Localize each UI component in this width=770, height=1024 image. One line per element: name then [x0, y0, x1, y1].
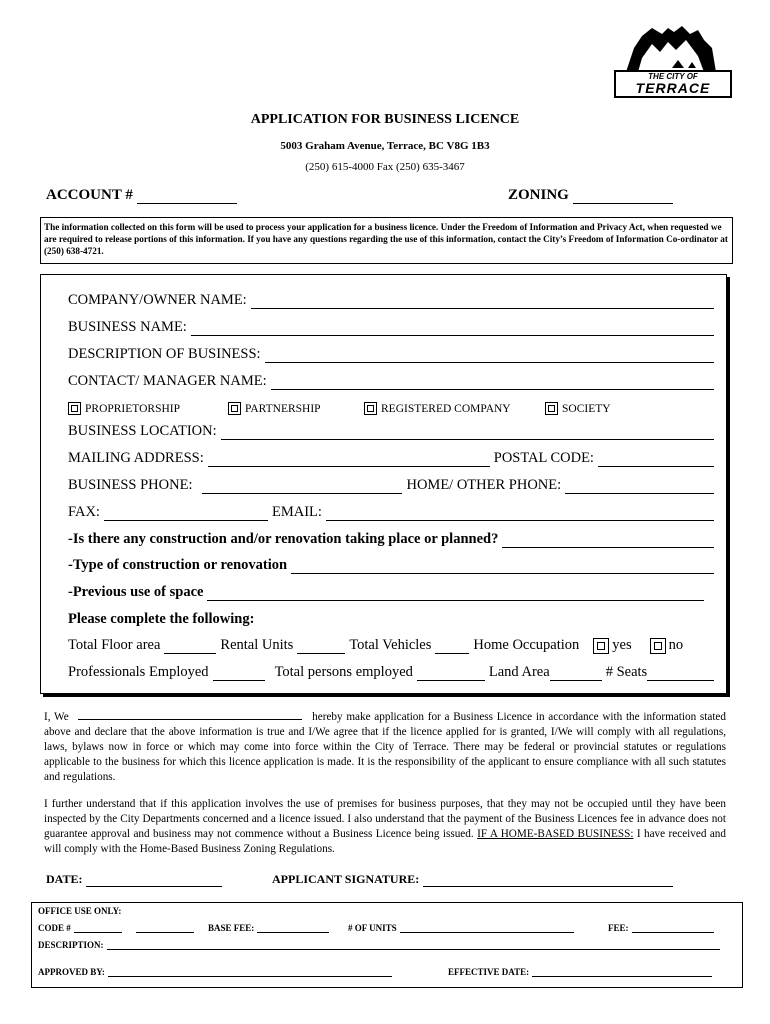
phone-fax: (250) 615-4000 Fax (250) 635-3467: [305, 161, 465, 173]
business-phone-label: BUSINESS PHONE:: [68, 477, 193, 493]
understanding-text: I further understand that if this application involves the use of premises for business purposes, that they may not be occupied until they have been inspected by the City Departments concerned and a licence issued. I also understand that the payment of the Business Licences fee in advance does not guarantee approval and business may not commence without a Business Licence being issued.: [44, 798, 726, 840]
professionals-input[interactable]: [213, 666, 265, 681]
company-owner-row[interactable]: [68, 292, 714, 309]
date-field[interactable]: [46, 872, 222, 887]
units-field[interactable]: [348, 923, 574, 933]
rental-units-label: Rental Units: [220, 637, 294, 653]
units-label: # OF UNITS: [348, 923, 397, 933]
mailing-address-label: MAILING ADDRESS:: [68, 450, 204, 466]
description-row[interactable]: [68, 346, 714, 363]
type-construction-label: -Type of construction or renovation: [68, 557, 288, 573]
type-construction-row[interactable]: [68, 557, 714, 574]
postal-code-input[interactable]: [598, 452, 714, 467]
account-label: ACCOUNT #: [46, 187, 133, 203]
previous-use-input[interactable]: [207, 586, 704, 601]
email-input[interactable]: [326, 506, 714, 521]
email-label: EMAIL:: [271, 504, 322, 520]
professionals-label: Professionals Employed: [68, 664, 209, 680]
business-phone-input[interactable]: [202, 479, 402, 494]
office-heading: OFFICE USE ONLY:: [38, 906, 122, 916]
fax-input[interactable]: [104, 506, 268, 521]
office-description-label: DESCRIPTION:: [38, 940, 104, 950]
mountain-logo-icon: [612, 18, 730, 74]
zoning-input[interactable]: [573, 189, 673, 204]
mailing-address-input[interactable]: [208, 452, 490, 467]
seats-label: # Seats: [605, 664, 648, 680]
business-name-row[interactable]: [68, 319, 714, 336]
office-use-box: [31, 902, 743, 988]
complete-following: [68, 611, 714, 628]
company-owner-label: COMPANY/OWNER NAME:: [68, 292, 247, 308]
fee-field[interactable]: [608, 923, 714, 933]
home-phone-input[interactable]: [565, 479, 714, 494]
type-construction-input[interactable]: [291, 559, 714, 574]
checkbox-icon[interactable]: [68, 402, 81, 415]
approved-field[interactable]: [38, 967, 392, 977]
vehicles-input[interactable]: [435, 639, 469, 654]
business-location-input[interactable]: [221, 425, 714, 440]
account-field[interactable]: [46, 187, 237, 204]
logo-label: [614, 70, 732, 98]
persons-label: Total persons employed: [274, 664, 413, 680]
previous-use-label: -Previous use of space: [68, 584, 204, 600]
stats-row-2[interactable]: [68, 664, 714, 681]
signature-label: APPLICANT SIGNATURE:: [272, 872, 420, 886]
declarant-name-input[interactable]: [78, 709, 302, 720]
date-input[interactable]: [86, 875, 222, 887]
type-label: PROPRIETORSHIP: [85, 402, 181, 415]
effective-date-label: EFFECTIVE DATE:: [448, 967, 530, 977]
fax-email-row[interactable]: [68, 504, 714, 521]
stats-row-1[interactable]: [68, 637, 714, 654]
vehicles-label: Total Vehicles: [349, 637, 432, 653]
type-label: PARTNERSHIP: [245, 402, 321, 415]
understanding-paragraph: [44, 797, 726, 857]
understanding-end: I have received and will comply with the Home-Based Business Zoning Regulations.: [44, 828, 726, 855]
home-based-link: IF A HOME-BASED BUSINESS:: [477, 828, 634, 840]
contact-manager-row[interactable]: [68, 373, 714, 390]
home-phone-label: HOME/ OTHER PHONE:: [406, 477, 562, 493]
base-fee-label: BASE FEE:: [208, 923, 255, 933]
fax-label: FAX:: [68, 504, 100, 520]
business-location-row[interactable]: [68, 423, 714, 440]
yes-label: yes: [612, 637, 632, 653]
effective-date-field[interactable]: [448, 967, 712, 977]
code-input[interactable]: [74, 923, 122, 933]
base-fee-input[interactable]: [257, 923, 329, 933]
type-label: SOCIETY: [562, 402, 611, 415]
code-field[interactable]: [38, 923, 194, 933]
business-location-label: BUSINESS LOCATION:: [68, 423, 217, 439]
zoning-label: ZONING: [508, 187, 569, 203]
approved-label: APPROVED BY:: [38, 967, 105, 977]
checkbox-icon[interactable]: [228, 402, 241, 415]
home-occupation-label: Home Occupation: [473, 637, 580, 653]
rental-units-input[interactable]: [297, 639, 345, 654]
type-proprietorship[interactable]: [68, 402, 180, 415]
declaration-paragraph: [44, 709, 726, 785]
business-type-options: [68, 402, 668, 418]
date-label: DATE:: [46, 872, 83, 886]
business-name-input[interactable]: [191, 321, 714, 336]
privacy-notice: The information collected on this form will be used to process your application for a business licence. Under the Freedom of Information and Privacy Act, when requested we are required to release portions of this information. If you have any questions regarding the use of this information, contact the City’s Freedom of Information Co-ordinator at (250) 638-4721.: [40, 217, 733, 264]
postal-code-label: POSTAL CODE:: [493, 450, 594, 466]
account-input[interactable]: [137, 189, 237, 204]
code-label: CODE #: [38, 923, 71, 933]
checkbox-icon[interactable]: [364, 402, 377, 415]
city-logo: [612, 18, 730, 96]
base-fee-field[interactable]: [208, 923, 329, 933]
signature-input[interactable]: [423, 875, 673, 887]
effective-date-input[interactable]: [532, 967, 712, 977]
description-label: DESCRIPTION OF BUSINESS:: [68, 346, 261, 362]
declaration-text: hereby make application for a Business Licence in accordance with the information stated above and declare that the above information is true and I/We agree that if the licence applied for is granted, I/We will comply with all regulations, laws, bylaws now in force or which may come into force within the City of Terrace. There may be federal or provincial statutes or regulations applicable to the business for which this licence application is made. It is the responsibility of the applicant to ensure compliance with all such statutes and regulations.: [44, 711, 726, 783]
office-description-field[interactable]: [38, 940, 720, 950]
no-checkbox[interactable]: [650, 638, 666, 654]
logo-small-text: THE CITY OF: [648, 72, 698, 81]
construction-label: -Is there any construction and/or renovation taking place or planned?: [68, 531, 499, 547]
zoning-field[interactable]: [508, 187, 673, 204]
floor-area-label: Total Floor area: [68, 637, 161, 653]
approved-input[interactable]: [108, 967, 392, 977]
type-society[interactable]: [545, 402, 611, 415]
land-area-label: Land Area: [488, 664, 550, 680]
declaration-start: I, We: [44, 711, 69, 723]
signature-field[interactable]: [272, 872, 673, 887]
company-owner-input[interactable]: [251, 294, 714, 309]
address: 5003 Graham Avenue, Terrace, BC V8G 1B3: [280, 140, 490, 152]
logo-big-text: TERRACE: [635, 80, 711, 96]
fee-input[interactable]: [632, 923, 714, 933]
checkbox-icon[interactable]: [545, 402, 558, 415]
type-registered-company[interactable]: [364, 402, 511, 415]
contact-manager-label: CONTACT/ MANAGER NAME:: [68, 373, 267, 389]
phone-row[interactable]: [68, 477, 714, 494]
fee-label: FEE:: [608, 923, 629, 933]
type-label: REGISTERED COMPANY: [381, 402, 511, 415]
complete-label: Please complete the following:: [68, 611, 255, 627]
contact-manager-input[interactable]: [271, 375, 714, 390]
description-input[interactable]: [265, 348, 714, 363]
floor-area-input[interactable]: [164, 639, 216, 654]
persons-input[interactable]: [417, 666, 485, 681]
no-label: no: [668, 637, 684, 653]
construction-row[interactable]: [68, 531, 714, 548]
type-partnership[interactable]: [228, 402, 321, 415]
previous-use-row[interactable]: [68, 584, 704, 601]
page-title: APPLICATION FOR BUSINESS LICENCE: [250, 112, 520, 127]
yes-checkbox[interactable]: [593, 638, 609, 654]
office-description-input[interactable]: [107, 940, 720, 950]
seats-input[interactable]: [647, 666, 714, 681]
code-input-2[interactable]: [136, 923, 194, 933]
land-area-input[interactable]: [550, 666, 602, 681]
business-name-label: BUSINESS NAME:: [68, 319, 187, 335]
mailing-address-row[interactable]: [68, 450, 714, 467]
units-input[interactable]: [400, 923, 574, 933]
construction-input[interactable]: [502, 533, 714, 548]
